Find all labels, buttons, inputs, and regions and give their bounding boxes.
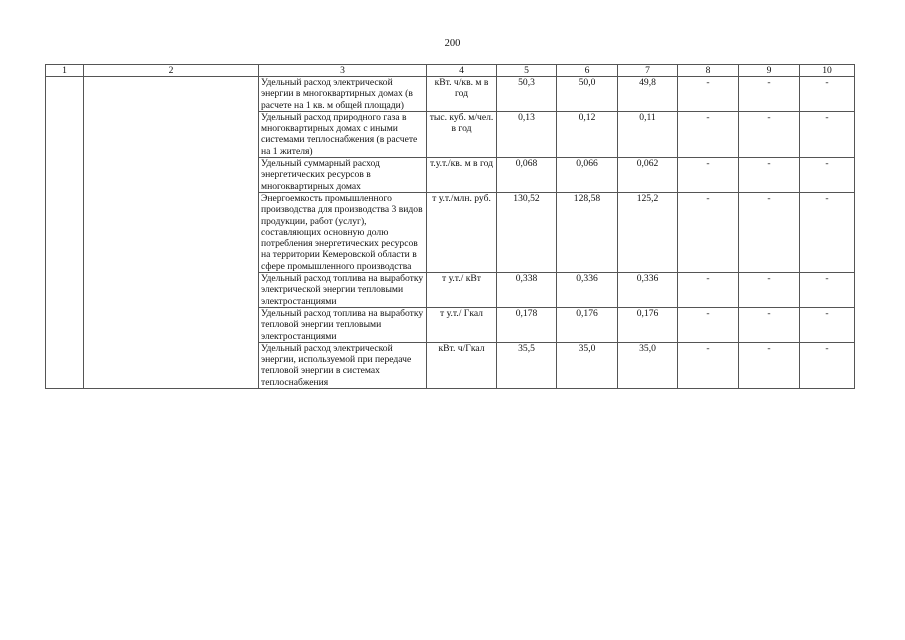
column-header: 10 [800,65,855,77]
value-cell: - [739,342,800,388]
value-cell: 130,52 [497,192,557,272]
index-cell [46,77,84,389]
value-cell: - [678,307,739,342]
value-cell: - [739,77,800,112]
column-header: 8 [678,65,739,77]
value-cell: 0,062 [618,158,678,193]
value-cell: 50,3 [497,77,557,112]
unit-cell: тыс. куб. м/чел. в год [427,111,497,157]
value-cell: - [739,307,800,342]
value-cell: 128,58 [557,192,618,272]
value-cell: - [678,111,739,157]
value-cell: - [800,192,855,272]
column-header: 7 [618,65,678,77]
value-cell: 0,11 [618,111,678,157]
unit-cell: т.у.т./кв. м в год [427,158,497,193]
column-header: 4 [427,65,497,77]
value-cell: - [800,111,855,157]
indicator-name-cell: Удельный суммарный расход энергетических ресурсов в многоквартирных домах [259,158,427,193]
value-cell: - [739,273,800,308]
column-header: 9 [739,65,800,77]
column-header: 1 [46,65,84,77]
indicator-name-cell: Удельный расход природного газа в многоквартирных домах с иными системами теплоснабжения (в расчете на 1 жителя) [259,111,427,157]
value-cell: 0,176 [557,307,618,342]
value-cell: - [800,342,855,388]
value-cell: - [739,158,800,193]
value-cell: - [678,273,739,308]
value-cell: 0,068 [497,158,557,193]
value-cell: 35,5 [497,342,557,388]
unit-cell: т у.т./млн. руб. [427,192,497,272]
value-cell: 0,338 [497,273,557,308]
value-cell: 0,066 [557,158,618,193]
unit-cell: т у.т./ кВт [427,273,497,308]
value-cell: - [800,158,855,193]
value-cell: - [800,77,855,112]
indicator-name-cell: Энергоемкость промышленного производства для производства 3 видов продукции, работ (услуг), составляющих основную долю потребления энергетических ресурсов на территории Кемеровской области в сфере промышленного производства [259,192,427,272]
indicator-name-cell: Удельный расход топлива на выработку электрической энергии тепловыми электростанциями [259,273,427,308]
value-cell: - [800,307,855,342]
value-cell: 0,336 [557,273,618,308]
value-cell: 0,178 [497,307,557,342]
indicator-name-cell: Удельный расход электрической энергии в многоквартирных домах (в расчете на 1 кв. м общей площади) [259,77,427,112]
column-header: 5 [497,65,557,77]
value-cell: 35,0 [618,342,678,388]
column-header: 6 [557,65,618,77]
indicator-name-cell: Удельный расход электрической энергии, используемой при передаче тепловой энергии в системах теплоснабжения [259,342,427,388]
table-row [46,77,855,112]
indicator-name-cell: Удельный расход топлива на выработку тепловой энергии тепловыми электростанциями [259,307,427,342]
value-cell: 49,8 [618,77,678,112]
value-cell: - [800,273,855,308]
unit-cell: кВт. ч/Гкал [427,342,497,388]
value-cell: - [678,77,739,112]
column-header: 2 [84,65,259,77]
unit-cell: кВт. ч/кв. м в год [427,77,497,112]
value-cell: 0,13 [497,111,557,157]
value-cell: 0,12 [557,111,618,157]
column-header: 3 [259,65,427,77]
value-cell: 0,176 [618,307,678,342]
header-row [46,65,855,77]
indicators-table [45,64,855,389]
unit-cell: т у.т./ Гкал [427,307,497,342]
value-cell: - [678,342,739,388]
section-cell [84,77,259,389]
page-number: 200 [444,38,461,49]
value-cell: 50,0 [557,77,618,112]
value-cell: 125,2 [618,192,678,272]
value-cell: - [678,158,739,193]
value-cell: - [739,192,800,272]
value-cell: - [678,192,739,272]
value-cell: 35,0 [557,342,618,388]
value-cell: - [739,111,800,157]
value-cell: 0,336 [618,273,678,308]
